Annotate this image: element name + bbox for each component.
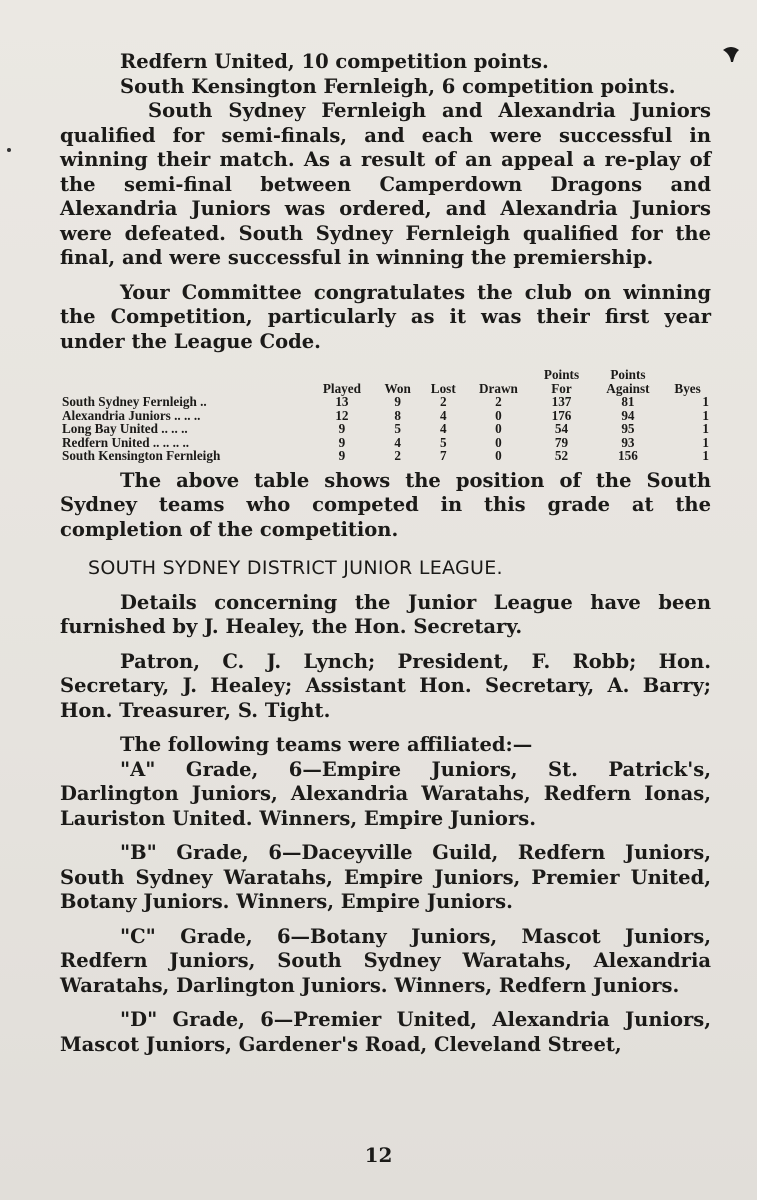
standings-table [60,368,711,463]
drawn-value: 0 [495,434,502,450]
table-row [60,409,711,423]
lost-value: 4 [439,421,447,436]
team-name: Redfern United .. .. .. .. [62,434,190,450]
section-heading: SOUTH SYDNEY DISTRICT JUNIOR LEAGUE. [88,557,503,579]
paragraph-semi-finals: South Sydney Fernleigh and Alexandria Juniors qualified for semi-finals, and each were successful in winning their match. As a result of an appeal a re-play of the semi-final between Camperdown Dragons and Alexandria Juniors was ordered, and Alexandria Juniors were defeated. South Sydney Fernleigh qualified for the final, and were successful in winning the premiership. [60,99,711,269]
lost-value: 4 [439,407,447,423]
paragraph-grade-a: "A" Grade, 6—Empire Juniors, St. Patrick's, Darlington Juniors, Alexandria Waratahs, Redfern Ionas, Lauriston United. Winners, Empire Juniors. [60,757,711,830]
points-against-value: 94 [621,407,635,423]
paragraph-grade-c: "C" Grade, 6—Botany Juniors, Mascot Juniors, Redfern Juniors, South Sydney Waratahs, Alexandria Waratahs, Darlington Juniors. Winners, Redfern Juniors. [60,924,711,997]
won-value: 9 [394,394,401,409]
points-for-value: 79 [554,434,569,450]
table-header-row-top [60,368,711,382]
table-row [60,449,711,463]
points-for-value: 52 [554,448,569,463]
drawn-value: 0 [495,448,502,463]
header-byes: Byes [674,380,701,396]
byes-value: 1 [702,448,709,463]
paragraph-officials: Patron, C. J. Lynch; President, F. Robb; Hon. Secretary, J. Healey; Assistant Hon. Secretary, A. Barry; Hon. Treasurer, S. Tight. [60,649,711,722]
table-row [60,436,711,450]
team-name: Alexandria Juniors .. .. .. [62,407,201,423]
paragraph-congratulations: Your Committee congratulates the club on winning the Competition, particularly as it was their first year under the League Code. [60,280,711,353]
played-value: 13 [335,394,349,409]
table-row [60,422,711,436]
header-lost: Lost [430,380,456,396]
played-value: 9 [338,434,346,450]
played-value: 12 [335,407,349,423]
points-for-value: 176 [551,407,572,423]
played-value: 9 [338,448,346,463]
paragraph-grade-b: "B" Grade, 6—Daceyville Guild, Redfern Juniors, South Sydney Waratahs, Empire Juniors, Premier United, Botany Juniors. Winners, Empire Juniors. [60,841,711,913]
paragraph-affiliated-intro: The following teams were affiliated:— [120,733,533,756]
stray-dot-mark [7,148,11,152]
byes-value: 1 [702,421,709,436]
won-value: 4 [394,434,401,450]
byes-value: 1 [702,434,709,450]
lost-value: 5 [439,434,447,450]
team-name: Long Bay United .. .. .. [62,421,188,436]
paragraph-details: Details concerning the Junior League have been furnished by J. Healey, the Hon. Secretary. [60,590,711,638]
points-for-value: 137 [551,394,572,409]
ink-blot-mark [721,44,741,64]
paragraph-redfern-points: Redfern United, 10 competition points. [120,50,549,73]
paragraph-grade-d: "D" Grade, 6—Premier United, Alexandria Juniors, Mascot Juniors, Gardener's Road, Cleveland Street, [60,1008,711,1056]
points-against-value: 95 [621,421,635,436]
won-value: 8 [394,407,401,423]
byes-value: 1 [702,394,709,409]
points-against-value: 81 [621,394,635,409]
byes-value: 1 [702,407,709,423]
paragraph-kensington-points: South Kensington Fernleigh, 6 competition points. [120,74,676,98]
header-points-against: Against [606,380,650,396]
paragraph-table-note: The above table shows the position of the South Sydney teams who competed in this grade at the completion of the competition. [60,468,711,541]
header-played: Played [322,380,361,396]
lost-value: 7 [439,448,447,463]
header-points-for-top: Points [543,367,580,382]
points-against-value: 93 [621,434,635,450]
header-won: Won [384,380,411,396]
header-points-for: For [551,380,572,396]
header-points-against-top: Points [610,367,646,382]
played-value: 9 [338,421,346,436]
team-name: South Sydney Fernleigh .. [62,394,207,409]
table-row [60,395,711,409]
won-value: 2 [394,448,401,463]
table-header-row [60,382,711,396]
won-value: 5 [394,421,401,436]
lost-value: 2 [439,394,447,409]
header-drawn: Drawn [479,380,518,396]
team-name: South Kensington Fernleigh [62,448,221,463]
page-number: 12 [364,1143,393,1167]
drawn-value: 0 [495,407,502,423]
drawn-value: 0 [495,421,502,436]
points-for-value: 54 [554,421,569,436]
points-against-value: 156 [618,448,638,463]
drawn-value: 2 [495,394,502,409]
